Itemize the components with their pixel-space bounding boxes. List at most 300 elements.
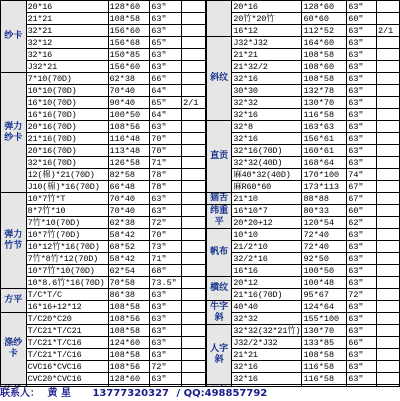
- width-cell: 63": [347, 97, 377, 109]
- density-cell: 70*40: [108, 193, 150, 205]
- weave-cell: [376, 181, 399, 193]
- width-cell: 63": [150, 205, 182, 217]
- density-cell: 173*113: [302, 181, 347, 193]
- density-cell: 100*50: [302, 265, 347, 277]
- spec-cell: 32*16: [26, 49, 108, 61]
- weave-cell: [182, 145, 206, 157]
- density-cell: 68*52: [108, 241, 150, 253]
- table-row: [207, 337, 400, 349]
- spec-cell: 10*7竹(70D): [26, 229, 108, 241]
- spec-cell: 20竹*20竹: [232, 13, 302, 25]
- table-row: [1, 313, 206, 325]
- weave-cell: [182, 169, 206, 181]
- width-cell: 63": [347, 25, 377, 37]
- density-cell: 108*58: [302, 73, 347, 85]
- category-cell: [207, 1, 232, 37]
- density-cell: 156*61: [302, 133, 347, 145]
- width-cell: 70": [150, 133, 182, 145]
- table-row: [207, 253, 400, 265]
- spec-cell: 32*32: [232, 313, 302, 325]
- table-row: [1, 349, 206, 361]
- weave-cell: [182, 25, 206, 37]
- table-row: [207, 49, 400, 61]
- spec-cell: 7*10(70D): [26, 73, 108, 85]
- table-row: [207, 121, 400, 133]
- category-cell: 弹力竹节: [1, 193, 27, 289]
- table-row: [1, 109, 206, 121]
- category-cell: 方平: [1, 289, 27, 313]
- width-cell: 71": [150, 157, 182, 169]
- table-row: [1, 61, 206, 73]
- density-cell: 95*67: [302, 289, 347, 301]
- density-cell: 70*40: [108, 85, 150, 97]
- weave-cell: [182, 265, 206, 277]
- table-row: [1, 169, 206, 181]
- right_table-table: [206, 0, 400, 386]
- weave-cell: [182, 205, 206, 217]
- density-cell: 133*85: [302, 337, 347, 349]
- contact-qq: / QQ:498857792: [176, 388, 268, 399]
- width-cell: 63": [347, 265, 377, 277]
- table-row: [1, 325, 206, 337]
- density-cell: 60*60: [302, 13, 347, 25]
- density-cell: 170*100: [302, 169, 347, 181]
- table-row: [207, 169, 400, 181]
- density-cell: 62*38: [108, 73, 150, 85]
- table-row: [207, 25, 400, 37]
- width-cell: 63": [150, 313, 182, 325]
- density-cell: 100*50: [108, 109, 150, 121]
- density-cell: 66*48: [108, 181, 150, 193]
- table-row: [207, 277, 400, 289]
- density-cell: 80*33: [302, 205, 347, 217]
- weave-cell: 2/1: [376, 25, 399, 37]
- table-row: [207, 373, 400, 385]
- width-cell: 63": [347, 349, 377, 361]
- spec-cell: 32*16: [232, 361, 302, 373]
- width-cell: 63": [347, 313, 377, 325]
- density-cell: 82*58: [108, 169, 150, 181]
- density-cell: 100*48: [302, 277, 347, 289]
- spec-cell: 32*16: [232, 73, 302, 85]
- weave-cell: [182, 73, 206, 85]
- width-cell: 63": [347, 61, 377, 73]
- width-cell: 63": [150, 301, 182, 313]
- spec-cell: 32*16(70D): [232, 145, 302, 157]
- density-cell: 116*58: [302, 373, 347, 385]
- table-row: [1, 229, 206, 241]
- weave-cell: [182, 109, 206, 121]
- category-cell: 牛字斜: [207, 301, 232, 325]
- table-row: [1, 73, 206, 85]
- spec-cell: 32*21: [26, 25, 108, 37]
- width-cell: 63": [150, 289, 182, 301]
- density-cell: 132*78: [302, 85, 347, 97]
- left-spec-table: [0, 0, 206, 386]
- table-row: [1, 85, 206, 97]
- table-row: [1, 205, 206, 217]
- density-cell: 124*60: [108, 337, 150, 349]
- weave-cell: [182, 217, 206, 229]
- density-cell: 70*58: [108, 277, 150, 289]
- weave-cell: [376, 205, 399, 217]
- table-row: [207, 181, 400, 193]
- density-cell: 108*58: [108, 13, 150, 25]
- weave-cell: [376, 109, 399, 121]
- spec-cell: 21*21: [26, 13, 108, 25]
- table-row: [1, 25, 206, 37]
- width-cell: 66": [347, 337, 377, 349]
- width-cell: 63": [347, 133, 377, 145]
- spec-cell: 20*16: [26, 1, 108, 13]
- spec-cell: T/C21*T/C21: [26, 325, 108, 337]
- category-cell: 纱卡: [1, 1, 27, 73]
- density-cell: 128*60: [302, 1, 347, 13]
- width-cell: 63": [347, 301, 377, 313]
- width-cell: 67": [347, 193, 377, 205]
- density-cell: 113*48: [108, 145, 150, 157]
- spec-cell: 21*16(70D): [26, 133, 108, 145]
- spec-cell: 32*16: [232, 133, 302, 145]
- spec-cell: 16*10(70D): [26, 97, 108, 109]
- density-cell: 62*38: [108, 217, 150, 229]
- spec-cell: 32*32(32*21竹): [233, 325, 301, 336]
- spec-cell: 16*10*7: [232, 205, 302, 217]
- weave-cell: [376, 145, 399, 157]
- density-cell: 116*48: [108, 133, 150, 145]
- table-row: [1, 337, 206, 349]
- weave-cell: [376, 289, 399, 301]
- weave-cell: [182, 13, 206, 25]
- width-cell: 78": [150, 169, 182, 181]
- width-cell: 71": [150, 253, 182, 265]
- density-cell: 108*56: [108, 121, 150, 133]
- table-row: [1, 289, 206, 301]
- spec-cell: 32*32(40D): [232, 157, 302, 169]
- width-cell: 72": [347, 289, 377, 301]
- table-row: [207, 193, 400, 205]
- density-cell: 128*60: [108, 373, 150, 385]
- weave-cell: 2/1: [182, 97, 206, 109]
- weave-cell: [182, 1, 206, 13]
- density-cell: 72*40: [302, 241, 347, 253]
- width-cell: 63": [347, 277, 377, 289]
- table-row: [1, 193, 206, 205]
- weave-cell: [376, 337, 399, 349]
- width-cell: 63": [347, 253, 377, 265]
- table-row: [207, 1, 400, 13]
- spec-cell: T/C21*T/C16: [26, 337, 108, 349]
- weave-cell: [376, 133, 399, 145]
- table-row: [1, 133, 206, 145]
- spec-cell: 10*12竹*16(70D): [26, 241, 108, 253]
- table-row: [1, 277, 206, 289]
- density-cell: 58*42: [108, 253, 150, 265]
- weave-cell: [182, 133, 206, 145]
- weave-cell: [376, 73, 399, 85]
- table-row: [207, 157, 400, 169]
- weave-cell: [182, 361, 206, 373]
- width-cell: 63": [150, 349, 182, 361]
- width-cell: 72": [150, 361, 182, 373]
- spec-cell: 10*8.6竹*16(70D): [26, 277, 108, 289]
- category-cell: 帆布: [207, 229, 232, 277]
- weave-cell: [376, 169, 399, 181]
- spec-cell: 30*30: [232, 85, 302, 97]
- width-cell: 63": [347, 373, 377, 385]
- weave-cell: [376, 265, 399, 277]
- weave-cell: [182, 349, 206, 361]
- density-cell: 130*70: [302, 325, 347, 337]
- density-cell: 88*88: [302, 193, 347, 205]
- weave-cell: [376, 301, 399, 313]
- spec-cell: T/C20*C20: [26, 313, 108, 325]
- width-cell: 63": [347, 37, 377, 49]
- weave-cell: [376, 1, 399, 13]
- spec-cell: 20*16(70D): [26, 121, 108, 133]
- weave-cell: [376, 229, 399, 241]
- density-cell: 156*60: [108, 61, 150, 73]
- spec-cell: 32*12: [26, 37, 108, 49]
- density-cell: 108*60: [302, 61, 347, 73]
- density-cell: 108*58: [302, 349, 347, 361]
- weave-cell: [376, 277, 399, 289]
- width-cell: 70": [150, 229, 182, 241]
- weave-cell: [182, 253, 206, 265]
- width-cell: 63": [347, 241, 377, 253]
- spec-cell: 21*32/2: [232, 61, 302, 73]
- table-row: [1, 13, 206, 25]
- density-cell: 90*40: [108, 97, 150, 109]
- density-cell: 62*54: [108, 265, 150, 277]
- width-cell: 63": [347, 229, 377, 241]
- width-cell: 63": [150, 121, 182, 133]
- width-cell: 63": [347, 1, 377, 13]
- width-cell: 63": [347, 361, 377, 373]
- width-cell: 63": [150, 337, 182, 349]
- density-cell: 120*54: [302, 217, 347, 229]
- spec-cell: 32*32: [232, 97, 302, 109]
- table-row: [207, 85, 400, 97]
- weave-cell: [182, 61, 206, 73]
- width-cell: 72": [150, 217, 182, 229]
- density-cell: 156*68: [108, 37, 150, 49]
- width-cell: 63": [150, 25, 182, 37]
- density-cell: 72*40: [302, 229, 347, 241]
- table-row: [207, 109, 400, 121]
- width-cell: 65": [150, 37, 182, 49]
- density-cell: 58*42: [108, 229, 150, 241]
- weave-cell: [376, 97, 399, 109]
- table-row: [207, 265, 400, 277]
- weave-cell: [376, 349, 399, 361]
- weave-cell: [182, 85, 206, 97]
- weave-cell: [182, 301, 206, 313]
- density-cell: 164*60: [302, 37, 347, 49]
- weave-cell: [376, 241, 399, 253]
- density-cell: 155*100: [302, 313, 347, 325]
- left_table-table: [0, 0, 206, 386]
- right-spec-table: [206, 0, 400, 386]
- spec-cell: 21*21: [232, 49, 302, 61]
- spec-cell: 32*16: [232, 109, 302, 121]
- spec-cell: 12(棉)*21(70D): [26, 169, 108, 181]
- weave-cell: [182, 181, 206, 193]
- table-row: [207, 325, 400, 337]
- weave-cell: [376, 361, 399, 373]
- density-cell: 112*52: [302, 25, 347, 37]
- spec-cell: 21*21: [232, 349, 302, 361]
- table-row: [1, 97, 206, 109]
- spec-cell: 10*10(70D): [26, 85, 108, 97]
- spec-cell: 32*8: [232, 121, 302, 133]
- spec-cell: 16*16: [232, 265, 302, 277]
- density-cell: 116*58: [302, 109, 347, 121]
- weave-cell: [182, 241, 206, 253]
- table-row: [1, 121, 206, 133]
- width-cell: 60": [347, 13, 377, 25]
- spec-cell: CVC16*CVC16: [26, 361, 108, 373]
- spec-cell: 21/2*10: [232, 241, 302, 253]
- width-cell: 63": [150, 373, 182, 385]
- spec-cell: J32*21: [26, 61, 108, 73]
- category-cell: 纬重平: [207, 205, 232, 229]
- table-row: [1, 37, 206, 49]
- spec-cell: 10*7竹*T: [26, 193, 108, 205]
- spec-cell: 32/2*16: [232, 253, 302, 265]
- width-cell: 63": [347, 145, 377, 157]
- table-row: [207, 61, 400, 73]
- spec-cell: 21*16(70D): [232, 289, 302, 301]
- table-row: [207, 361, 400, 373]
- width-cell: 63": [347, 49, 377, 61]
- density-cell: 128*60: [108, 1, 150, 13]
- density-cell: 86*38: [108, 289, 150, 301]
- weave-cell: [182, 37, 206, 49]
- table-row: [207, 217, 400, 229]
- weave-cell: [182, 157, 206, 169]
- weave-cell: [376, 193, 399, 205]
- spec-cell: 32*16: [232, 373, 302, 385]
- width-cell: 63": [347, 73, 377, 85]
- spec-cell: J32*J32: [232, 37, 302, 49]
- spec-cell: 20*20+12: [232, 217, 302, 229]
- table-row: [207, 145, 400, 157]
- weave-cell: [376, 37, 399, 49]
- density-cell: 163*63: [302, 121, 347, 133]
- weave-cell: [182, 289, 206, 301]
- table-row: [207, 241, 400, 253]
- density-cell: 124*64: [302, 301, 347, 313]
- density-cell: 108*56: [108, 313, 150, 325]
- category-cell: 斜纹: [207, 37, 232, 121]
- width-cell: 65": [150, 97, 182, 109]
- spec-cell: 20*16(70D): [26, 145, 108, 157]
- spec-cell: 麻40*32(40D): [232, 169, 302, 181]
- width-cell: 63": [150, 49, 182, 61]
- weave-cell: [376, 61, 399, 73]
- category-cell: 猫舌: [207, 193, 232, 205]
- width-cell: 63": [347, 121, 377, 133]
- weave-cell: [182, 373, 206, 385]
- width-cell: 60": [347, 205, 377, 217]
- spec-cell: T/C*T/C: [26, 289, 108, 301]
- spec-cell: 32*16(70D): [26, 157, 108, 169]
- density-cell: 108*58: [108, 301, 150, 313]
- category-cell: 人字斜: [207, 325, 232, 385]
- width-cell: 63": [347, 157, 377, 169]
- density-cell: 70*40: [108, 205, 150, 217]
- category-cell: 横纹: [207, 277, 232, 301]
- width-cell: 73.5": [150, 277, 182, 289]
- width-cell: 63": [347, 109, 377, 121]
- spec-cell: 16*12: [232, 25, 302, 37]
- table-row: [1, 49, 206, 61]
- table-row: [1, 361, 206, 373]
- spec-cell: 20*16: [232, 1, 302, 13]
- weave-cell: [182, 325, 206, 337]
- width-cell: 63": [150, 325, 182, 337]
- contact-name: 黄 星: [47, 388, 71, 399]
- weave-cell: [182, 229, 206, 241]
- spec-cell: 7竹*8竹*12(70D): [26, 253, 108, 265]
- width-cell: 64": [150, 109, 182, 121]
- spec-cell: CVC20*CVC16: [26, 373, 108, 385]
- table-row: [207, 289, 400, 301]
- density-cell: 116*58: [302, 361, 347, 373]
- weave-cell: [376, 217, 399, 229]
- spec-cell: 16*16(70D): [26, 109, 108, 121]
- spec-cell: 40*40: [232, 301, 302, 313]
- weave-cell: [376, 13, 399, 25]
- spec-cell: 16*16+12*12: [26, 301, 108, 313]
- contact-phone: 13777320327: [92, 388, 169, 399]
- table-row: [1, 145, 206, 157]
- density-cell: 130*70: [302, 97, 347, 109]
- width-cell: 68": [150, 265, 182, 277]
- width-cell: 67": [347, 181, 377, 193]
- spec-cell: T/C21*T/C16: [26, 349, 108, 361]
- spec-cell: 10*7竹*10(70D): [26, 265, 108, 277]
- spec-cell: 7竹*10(70D): [26, 217, 108, 229]
- width-cell: 73": [150, 241, 182, 253]
- category-cell: 弹力纱卡: [1, 73, 27, 193]
- width-cell: 63": [347, 325, 377, 337]
- table-row: [207, 97, 400, 109]
- density-cell: 92*50: [302, 253, 347, 265]
- weave-cell: [182, 193, 206, 205]
- contact-bar: [0, 386, 400, 401]
- width-cell: 63": [150, 61, 182, 73]
- table-row: [1, 1, 206, 13]
- width-cell: 62": [347, 217, 377, 229]
- table-row: [207, 313, 400, 325]
- density-cell: 160*61: [302, 145, 347, 157]
- table-row: [1, 253, 206, 265]
- density-cell: 126*58: [108, 157, 150, 169]
- spec-cell: 21*10: [232, 193, 302, 205]
- density-cell: 108*58: [302, 49, 347, 61]
- weave-cell: [376, 253, 399, 265]
- weave-cell: [182, 49, 206, 61]
- spec-cell: J10(棉)*16(70D): [26, 181, 108, 193]
- table-row: [207, 205, 400, 217]
- spec-cell: 麻R60*60: [232, 181, 302, 193]
- density-cell: 150*85: [108, 49, 150, 61]
- density-cell: 108*58: [108, 325, 150, 337]
- spec-cell: 8*7竹*10: [26, 205, 108, 217]
- table-row: [207, 229, 400, 241]
